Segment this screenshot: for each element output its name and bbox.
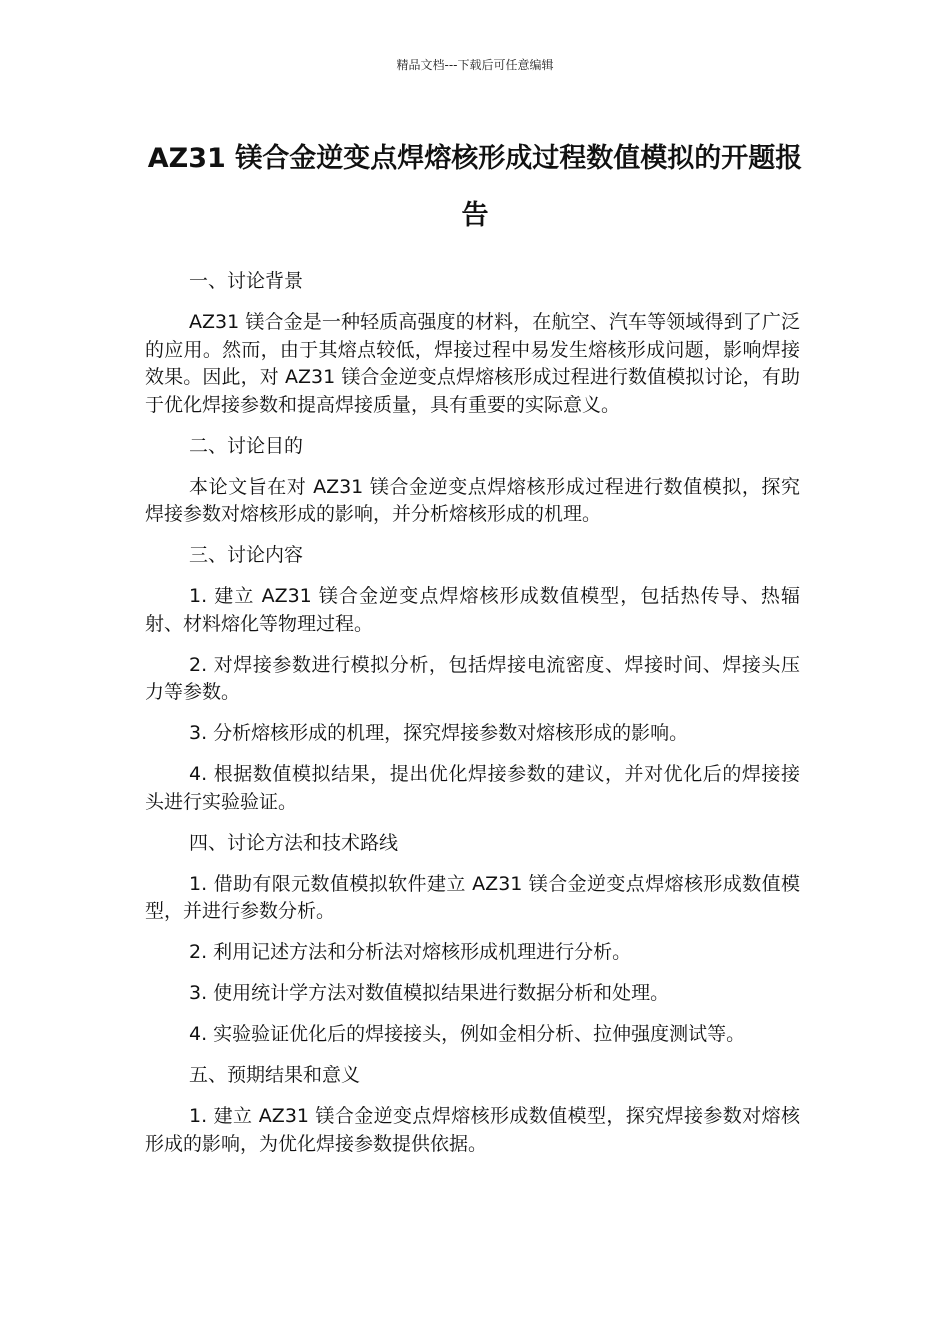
- section-heading-content: 三、讨论内容: [189, 544, 304, 566]
- list-item-content-2: 2. 对焊接参数进行模拟分析，包括焊接电流密度、焊接时间、焊接头压力等参数。: [145, 653, 800, 703]
- section-heading-expected: 五、预期结果和意义: [189, 1064, 361, 1086]
- document-body: [145, 268, 800, 1172]
- list-item-methods-2: 2. 利用记述方法和分析法对熔核形成机理进行分析。: [189, 941, 632, 963]
- paragraph-background: AZ31 镁合金是一种轻质高强度的材料，在航空、汽车等领域得到了广泛的应用。然而，由于其熔点较低，焊接过程中易发生熔核形成问题，影响焊接效果。因此，对 AZ31 镁合金逆变点焊熔核形成过程进行数值模拟讨论，有助于优化焊接参数和提高焊接质量，具有重要的实际意义。: [145, 311, 800, 416]
- list-item-methods-1: 1. 借助有限元数值模拟软件建立 AZ31 镁合金逆变点焊熔核形成数值模型，并进行参数分析。: [145, 872, 800, 922]
- section-heading-methods: 四、讨论方法和技术路线: [189, 831, 399, 854]
- list-item-content-3: 3. 分析熔核形成的机理，探究焊接参数对熔核形成的影响。: [189, 722, 689, 744]
- paragraph-purpose: 本论文旨在对 AZ31 镁合金逆变点焊熔核形成过程进行数值模拟，探究焊接参数对熔核形成的影响，并分析熔核形成的机理。: [145, 475, 800, 525]
- section-heading-purpose: 二、讨论目的: [189, 434, 304, 457]
- list-item-content-1: 1. 建立 AZ31 镁合金逆变点焊熔核形成数值模型，包括热传导、热辐射、材料熔化等物理过程。: [145, 585, 800, 635]
- list-item-methods-3: 3. 使用统计学方法对数值模拟结果进行数据分析和处理。: [189, 982, 670, 1004]
- list-item-methods-4: 4. 实验验证优化后的焊接接头，例如金相分析、拉伸强度测试等。: [189, 1023, 746, 1045]
- section-heading-background: 一、讨论背景: [189, 270, 304, 292]
- list-item-expected-1: 1. 建立 AZ31 镁合金逆变点焊熔核形成数值模型，探究焊接参数对熔核形成的影响，为优化焊接参数提供依据。: [145, 1105, 800, 1155]
- list-item-content-4: 4. 根据数值模拟结果，提出优化焊接参数的建议，并对优化后的焊接接头进行实验验证。: [145, 763, 800, 813]
- header-note: 精品文档---下载后可任意编辑: [396, 58, 554, 72]
- document-title: AZ31 镁合金逆变点焊熔核形成过程数值模拟的开题报告: [147, 143, 803, 231]
